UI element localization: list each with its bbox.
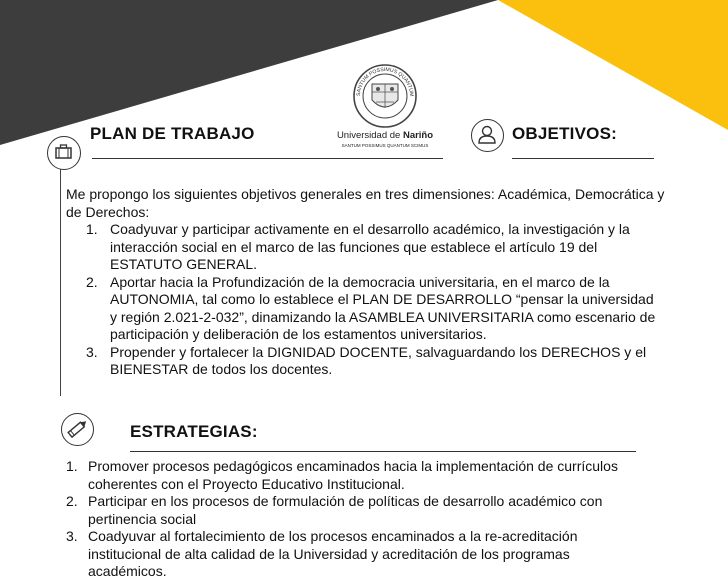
strategy-number: 3.	[66, 528, 78, 544]
university-tagline: SANTUM POSSIMUS QUANTUM SCIMUS	[341, 143, 429, 148]
plan-section-line	[60, 164, 61, 396]
strategy-text: Promover procesos pedagógicos encaminados hacia la implementación de currículos coherentes con el Proyecto Educativo Institucional.	[88, 458, 618, 492]
strategy-item	[66, 493, 646, 528]
plan-title-underline	[92, 158, 443, 159]
university-name-prefix: Universidad de	[336, 130, 403, 141]
strategy-text: Participar en los procesos de formulación de políticas de desarrollo académico con pertinencia social	[88, 493, 603, 527]
strategies-title-underline	[130, 451, 636, 452]
yellow-corner-shape	[498, 0, 728, 130]
objectives-title: OBJETIVOS:	[512, 124, 617, 143]
objective-item	[86, 221, 657, 274]
briefcase-icon	[47, 136, 81, 170]
objective-text: Propender y fortalecer la DIGNIDAD DOCENTE, salvaguardando los DERECHOS y el BIENESTAR de todos los docentes.	[110, 343, 647, 377]
university-name	[325, 130, 445, 141]
objective-text: Aportar hacia la Profundización de la democracia universitaria, en el marco de la AUTONOMIA, tal como lo establece el PLAN DE DESARROLLO “pensar la universidad y región 2.021-2-032”, dinamizando la ASAMBLEA UNIVERSITARIA como escenario de participación y deliberación de los estamentos universitarios.	[110, 273, 656, 342]
seal-motto: SANTUM POSSIMUS QUANTUM	[355, 66, 415, 97]
strategy-item	[66, 458, 646, 493]
strategy-item	[66, 528, 646, 581]
strategies-list	[66, 458, 646, 581]
objectives-intro: Me propongo los siguientes objetivos generales en tres dimensiones: Académica, Democrática y de Derechos:	[66, 186, 665, 220]
objective-item	[86, 344, 657, 379]
strategy-text: Coadyuvar al fortalecimiento de los procesos encaminados a la re-acreditación institucional de alta calidad de la Universidad y acreditación de los programas académicos.	[88, 528, 578, 579]
plan-title: PLAN DE TRABAJO	[90, 124, 255, 143]
objective-number: 1.	[86, 221, 98, 237]
objective-text: Coadyuvar y participar activamente en el desarrollo académico, la investigación y la interacción social en el marco de las funciones que establece el artículo 19 del ESTATUTO GENERAL.	[110, 221, 630, 272]
objective-item	[86, 274, 657, 344]
strategy-number: 2.	[66, 493, 78, 509]
user-icon	[471, 119, 504, 152]
strategies-title: ESTRATEGIAS:	[130, 422, 258, 441]
university-seal	[350, 62, 420, 130]
strategy-number: 1.	[66, 458, 78, 474]
objective-number: 2.	[86, 273, 98, 290]
objective-number: 3.	[86, 343, 98, 360]
pencil-icon	[61, 413, 94, 446]
objectives-title-underline	[512, 158, 654, 159]
university-name-bold: Nariño	[402, 130, 434, 141]
objectives-list	[86, 221, 657, 379]
